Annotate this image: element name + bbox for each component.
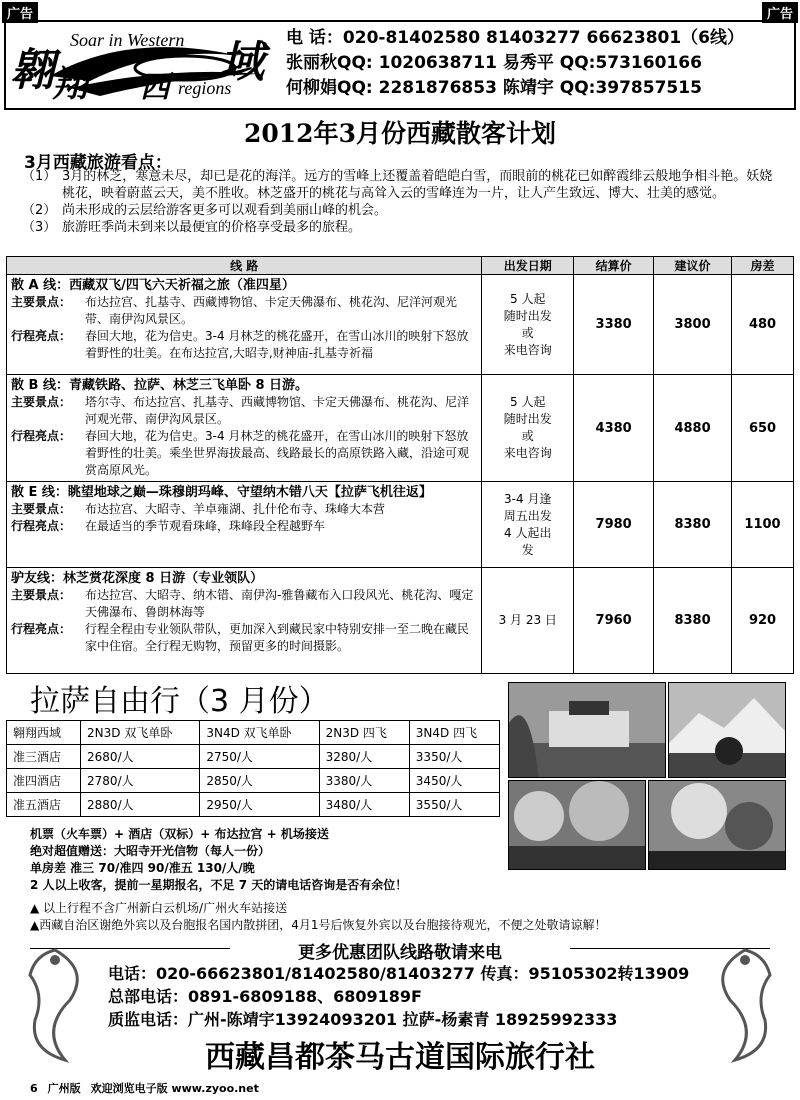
page-number: 6 xyxy=(30,1081,38,1095)
header-qq-line-1: 张丽秋QQ: 1020638711 易秀平 QQ:573160166 xyxy=(286,53,702,73)
suggest-price: 8380 xyxy=(654,568,732,674)
suggest-price: 8380 xyxy=(654,482,732,568)
header-phone-line: 电 话：020-81402580 81403277 66623801（6线） xyxy=(286,28,745,48)
departure-info: 5 人起 随时出发 或 来电咨询 xyxy=(482,375,574,482)
highlight-item: （3） 旅游旺季尚未到来以最便宜的价格享受最多的旅程。 xyxy=(22,220,362,235)
highlight-item: （1） 3月的林芝，寒意未尽，却已是花的海洋。远方的雪峰上还覆盖着皑皑白雪，而眼前的桃花已如醉霞绯云般地争相斗艳。妖娆桃花，映着蔚蓝云天，美不胜收。林芝盛开的桃花与高耸入云的雪峰连为一片，让人产生致远、博大、壮美的感觉。 xyxy=(22,169,773,201)
route-description: 驴友线：林芝赏花深度 8 日游（专业领队） 主要景点： 布达拉宫、大昭寺、纳木错、南伊沟-雅鲁藏布入口段风光、桃花沟、嘎定天佛瀑布、鲁朗林海等 行程亮点： 行程全程由专业领队带队，更加深入到藏民家中特别安排一至二晚在藏民家中住宿。全行程无购物，预留更多的时间摄影。 xyxy=(7,568,482,674)
room-diff: 1100 xyxy=(732,482,794,568)
suggest-price: 3800 xyxy=(654,275,732,375)
photo-peach-blossom xyxy=(508,780,646,870)
logo-char-3: 西 xyxy=(140,70,170,105)
logo-char-1: 翱 xyxy=(10,45,54,96)
col-room-diff: 房差 xyxy=(732,257,794,275)
departure-info: 3 月 23 日 xyxy=(482,568,574,674)
table-row: 准五酒店 2880/人 2950/人 3480/人 3550/人 xyxy=(7,793,500,817)
departure-info: 5 人起 随时出发 或 来电咨询 xyxy=(482,275,574,375)
table-row xyxy=(7,482,794,568)
bottom-phone: 电话：020-66623801/81402580/81403277 传真：95105302转13909 xyxy=(108,964,690,983)
free-col-3: 2N3D 四飞 xyxy=(319,721,409,745)
settle-price: 7980 xyxy=(574,482,654,568)
highlights-heading: 3月西藏旅游看点： xyxy=(24,153,172,173)
table-row xyxy=(7,275,794,375)
table-row: 准四酒店 2780/人 2850/人 3380/人 3450/人 xyxy=(7,769,500,793)
room-diff: 920 xyxy=(732,568,794,674)
logo xyxy=(10,26,280,106)
photo-trees xyxy=(648,780,786,870)
route-description: 散 A 线：西藏双飞/四飞六天祈福之旅（准四星） 主要景点： 布达拉宫、扎基寺、西藏博物馆、卡定天佛瀑布、桃花沟、尼洋河观光带、南伊沟风景区。 行程亮点： 春回大地，花为信史。3-4 月林芝的桃花盛开，在雪山冰川的映射下怒放着野性的壮美。在布达拉宫,大昭寺,财神庙-扎基寺祈福 xyxy=(7,275,482,375)
highlight-item: （2） 尚未形成的云层给游客更多可以观看到美丽山峰的机会。 xyxy=(22,203,388,218)
promo-banner: 更多优惠团队线路敬请来电 xyxy=(298,943,502,963)
table-row xyxy=(7,375,794,482)
table-row xyxy=(7,568,794,674)
suggest-price: 4880 xyxy=(654,375,732,482)
logo-en-top: Soar in Western xyxy=(70,30,185,50)
header-contacts xyxy=(286,26,744,101)
routes-table xyxy=(6,256,794,674)
logo-char-4: 域 xyxy=(220,37,264,88)
photo-potala-palace xyxy=(508,682,666,778)
col-route: 线 路 xyxy=(7,257,482,275)
route-description: 散 E 线：眺望地球之巅—珠穆朗玛峰、守望纳木错八天【拉萨飞机往返】 主要景点： 布达拉宫、大昭寺、羊卓雍湖、扎什伦布寺、珠峰大本营 行程亮点： 在最适当的季节观看珠峰，珠峰段全程越野车 xyxy=(7,482,482,568)
settle-price: 7960 xyxy=(574,568,654,674)
logo-en-bottom: regions xyxy=(178,78,232,98)
edition-label: 广州版 xyxy=(47,1082,81,1095)
bottom-contacts xyxy=(108,962,689,1031)
welcome-text: 欢迎浏览电子版 www.zyoo.net xyxy=(90,1082,259,1095)
warnings: ▲ 以上行程不含广州新白云机场/广州火车站接送 ▲西藏自治区谢绝外宾以及台胞报名国内散拼团，4月1号后恢复外宾以及台胞接待观光，不便之处敬请谅解！ xyxy=(30,901,607,932)
free-travel-notes: 机票（火车票）+ 酒店（双标）+ 布达拉宫 + 机场接送 绝对超值赠送：大昭寺开光信物（每人一份） 单房差 准三 70/准四 90/准五 130/人/晚 2 人以上收客，提前一星期报名，不足 7 天的请电话咨询是否有余位！ xyxy=(30,827,408,892)
free-col-0: 翱翔西域 xyxy=(7,721,81,745)
col-suggest-price: 建议价 xyxy=(654,257,732,275)
highlights-list xyxy=(22,168,782,236)
page-title: 2012年3月份西藏散客计划 xyxy=(244,119,556,148)
free-col-1: 2N3D 双飞单卧 xyxy=(81,721,200,745)
col-settle-price: 结算价 xyxy=(574,257,654,275)
header-box xyxy=(4,20,796,110)
ad-tag-right: 广告 xyxy=(762,2,798,23)
free-travel-title: 拉萨自由行（3 月份） xyxy=(30,684,329,719)
room-diff: 480 xyxy=(732,275,794,375)
free-col-2: 3N4D 双飞单卧 xyxy=(200,721,319,745)
hq-phone: 总部电话：0891-6809188、6809189F xyxy=(108,987,422,1006)
col-departure: 出发日期 xyxy=(482,257,574,275)
free-travel-table xyxy=(6,720,500,817)
routes-header-row xyxy=(7,257,794,275)
ad-tag-left: 广告 xyxy=(2,2,38,23)
free-travel-header-row xyxy=(7,721,500,745)
settle-price: 4380 xyxy=(574,375,654,482)
quality-phone: 质监电话：广州-陈靖宇13924093201 拉萨-杨素青 18925992333 xyxy=(108,1010,618,1029)
photo-snow-mountain xyxy=(668,682,786,778)
route-description: 散 B 线：青藏铁路、拉萨、林芝三飞单卧 8 日游。 主要景点： 塔尔寺、布达拉宫、扎基寺、西藏博物馆、卡定天佛瀑布、桃花沟、尼洋河观光带、南伊沟风景区。 行程亮点： 春回大地，花为信史。3-4 月林芝的桃花盛开，在雪山冰川的映射下怒放着野性的壮美。乘坐世界海拔最高、线路最长的高原铁路入藏，沿途可观赏高原风光。 xyxy=(7,375,482,482)
departure-info: 3-4 月逢 周五出发 4 人起出 发 xyxy=(482,482,574,568)
header-qq-line-2: 何柳娟QQ: 2281876853 陈靖宇 QQ:397857515 xyxy=(286,78,702,98)
table-row: 准三酒店 2680/人 2750/人 3280/人 3350/人 xyxy=(7,745,500,769)
agency-name: 西藏昌都茶马古道国际旅行社 xyxy=(205,1040,595,1075)
settle-price: 3380 xyxy=(574,275,654,375)
logo-char-2: 翔 xyxy=(52,63,89,105)
room-diff: 650 xyxy=(732,375,794,482)
free-col-4: 3N4D 四飞 xyxy=(409,721,499,745)
page-footer xyxy=(30,1080,259,1096)
